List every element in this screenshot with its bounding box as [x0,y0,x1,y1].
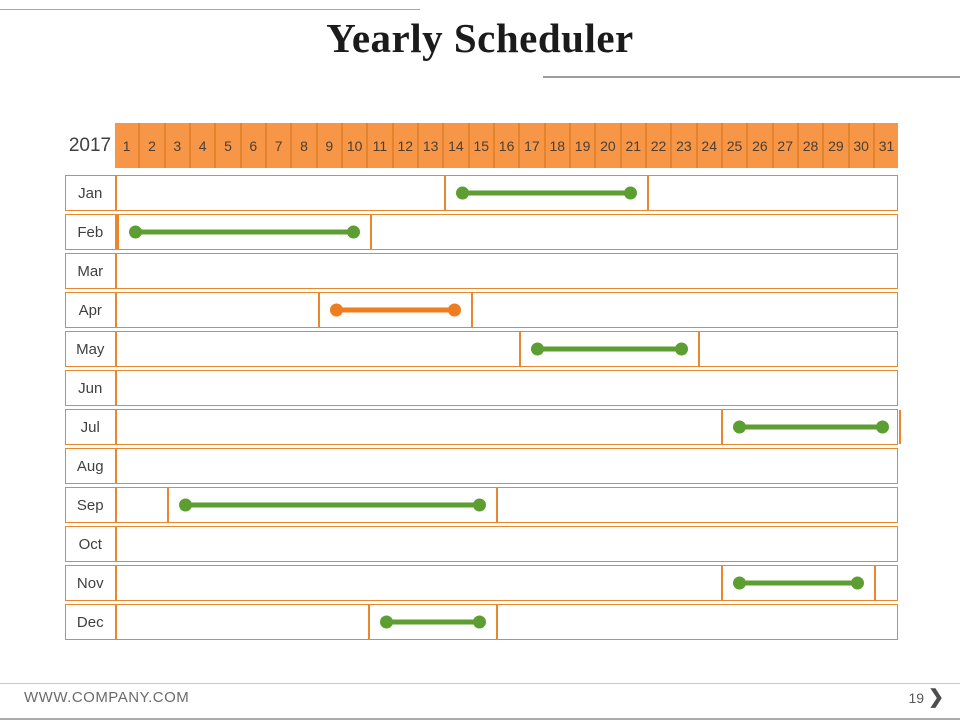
schedule-bar-dot-right [448,304,461,317]
month-grid [117,371,898,405]
day-header-cell: 28 [799,123,824,168]
next-arrow-icon[interactable]: ❯ [928,687,944,708]
month-row-nov [65,565,898,601]
day-header-cell: 18 [546,123,571,168]
schedule-bar [733,577,864,590]
schedule-bar-dot-right [624,187,637,200]
day-header-cell: 14 [444,123,469,168]
month-grid [117,215,898,249]
day-header-cell: 19 [571,123,596,168]
month-label: Jul [66,410,117,444]
page-title: Yearly Scheduler [326,15,634,61]
schedule-bar-line [336,308,455,313]
month-grid [117,332,898,366]
day-header-cell: 15 [470,123,495,168]
day-header-cell: 21 [622,123,647,168]
schedule-segment [721,566,876,600]
month-label: Jun [66,371,117,405]
month-row-jul [65,409,898,445]
schedule-bar-dot-right [851,577,864,590]
month-label: Oct [66,527,117,561]
month-grid [117,605,898,639]
schedule-bar-line [739,425,883,430]
month-row-jan [65,175,898,211]
schedule-bar-line [386,620,480,625]
month-row-apr [65,292,898,328]
month-label: Feb [66,215,117,249]
schedule-bar-dot-right [675,343,688,356]
schedule-bar [531,343,687,356]
day-header-cell: 13 [419,123,444,168]
month-row-jun [65,370,898,406]
decor-line-title [543,76,960,78]
day-header-cell: 9 [318,123,343,168]
schedule-bar-dot-left [531,343,544,356]
schedule-bar-dot-left [330,304,343,317]
month-grid [117,488,898,522]
day-header-cell: 30 [850,123,875,168]
month-label: Aug [66,449,117,483]
month-row-aug [65,448,898,484]
schedule-bar-line [739,581,858,586]
schedule-bar [456,187,637,200]
month-row-sep [65,487,898,523]
schedule-bar-dot-right [876,421,889,434]
schedule-bar [330,304,461,317]
month-grid [117,449,898,483]
schedule-bar-dot-left [733,577,746,590]
day-header-cell: 26 [748,123,773,168]
schedule-bar-dot-left [456,187,469,200]
month-grid [117,410,898,444]
month-row-oct [65,526,898,562]
month-label: May [66,332,117,366]
day-header-cell: 27 [774,123,799,168]
schedule-bar-dot-left [129,226,142,239]
footer-divider-line [0,683,960,684]
month-label: Sep [66,488,117,522]
schedule-segment [721,410,901,444]
page-number: 19 [908,689,925,706]
day-header-cell: 7 [267,123,292,168]
day-header-cell: 24 [698,123,723,168]
schedule-bar-dot-left [380,616,393,629]
month-label: Jan [66,176,117,210]
month-label: Apr [66,293,117,327]
schedule-bar [380,616,486,629]
schedule-bar [179,499,486,512]
day-header-cell: 4 [191,123,216,168]
schedule-segment [444,176,649,210]
schedule-bar-dot-left [733,421,746,434]
day-header-cell: 22 [647,123,672,168]
website-text: WWW.COMPANY.COM [24,689,190,706]
month-row-feb [65,214,898,250]
month-row-dec [65,604,898,640]
month-grid [117,176,898,210]
footer [24,688,944,707]
schedule-bar-dot-right [473,616,486,629]
month-label: Nov [66,566,117,600]
day-header-cell: 11 [368,123,393,168]
day-header-cell: 1 [115,123,140,168]
day-header-cell: 8 [292,123,317,168]
day-header-cell: 5 [216,123,241,168]
day-header-cell: 10 [343,123,368,168]
schedule-bar-line [185,503,480,508]
scheduler-header-row [65,123,898,168]
decor-line-top [0,9,420,10]
schedule-bar-line [462,191,631,196]
day-header-cell: 17 [520,123,545,168]
day-header-cell: 16 [495,123,520,168]
page-indicator [909,688,945,707]
month-grid [117,527,898,561]
day-header-cell: 20 [596,123,621,168]
schedule-bar-line [537,347,681,352]
day-header-cell: 23 [672,123,697,168]
month-label: Dec [66,605,117,639]
year-label: 2017 [65,123,115,168]
day-header-cell: 3 [166,123,191,168]
month-grid [117,293,898,327]
schedule-bar [129,226,361,239]
month-label: Mar [66,254,117,288]
day-header-cell: 29 [824,123,849,168]
month-row-mar [65,253,898,289]
schedule-segment [167,488,498,522]
day-header-cell: 2 [140,123,165,168]
yearly-scheduler-table [65,123,898,640]
day-header-cell: 6 [242,123,267,168]
schedule-segment [318,293,473,327]
day-header-cell: 12 [394,123,419,168]
schedule-segment [368,605,498,639]
day-header-cell: 25 [723,123,748,168]
month-rows [65,168,898,640]
schedule-segment [519,332,699,366]
day-header-row [115,123,898,168]
month-grid [117,254,898,288]
schedule-segment [117,215,373,249]
schedule-bar-dot-left [179,499,192,512]
schedule-bar [733,421,889,434]
month-grid [117,566,898,600]
month-row-may [65,331,898,367]
schedule-bar-dot-right [473,499,486,512]
day-header-cell: 31 [878,137,895,154]
schedule-bar-dot-right [347,226,360,239]
schedule-bar-line [135,230,355,235]
